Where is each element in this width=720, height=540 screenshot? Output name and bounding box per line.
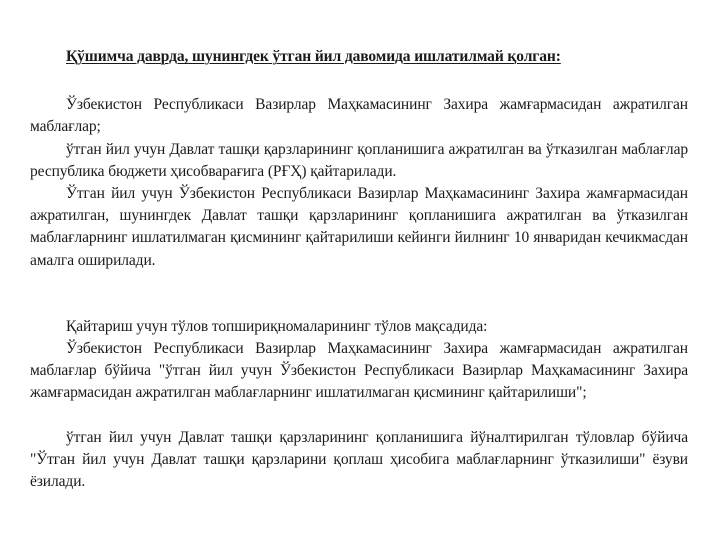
paragraph-external-debt: ўтган йил учун Давлат ташқи қарзларининг қопланишига ажратилган ва ўтказилган маблағлар республика бюджети ҳисобварағига (РҒҲ) қайтарилади.: [30, 140, 688, 180]
paragraph-reserve-fund-purpose: Ўзбекистон Республикаси Вазирлар Маҳкамасининг Захира жамғармасидан ажратилган маблағлар бўйича "ўтган йил учун Ўзбекистон Республикаси Вазирлар Маҳкамасининг Захира жамғармасидан ажратилган маблағларнинг ишлатилмаган қисмининг қайтарилиши";: [30, 340, 688, 402]
paragraph-return-deadline: Ўтган йил учун Ўзбекистон Республикаси Вазирлар Маҳкамасининг Захира жамғармасидан ажратилган, шунингдек Давлат ташқи қарзларининг қопланишига ажратилган ва ўтказилган маблағларнинг ишлатилмаган қисмининг қайтарилиши кейинги йилнинг 10 январидан кечикмасдан амалга оширилади.: [30, 185, 688, 269]
section-heading: Қўшимча даврда, шунингдек ўтган йил давомида ишлатилмай қолган:: [66, 48, 561, 65]
document-page: [30, 0, 688, 540]
paragraph-payment-purpose-intro: Қайтариш учун тўлов топшириқномаларининг тўлов мақсадида:: [66, 318, 488, 335]
paragraph-debt-purpose: ўтган йил учун Давлат ташқи қарзларининг қопланишига йўналтирилган тўловлар бўйича "Ўтган йил учун Давлат ташқи қарзларини қоплаш ҳисобига маблағларнинг ўтказилиши" ёзуви ёзилади.: [30, 429, 688, 491]
paragraph-reserve-fund: Ўзбекистон Республикаси Вазирлар Маҳкамасининг Захира жамғармасидан ажратилган маблағлар;: [30, 96, 688, 136]
